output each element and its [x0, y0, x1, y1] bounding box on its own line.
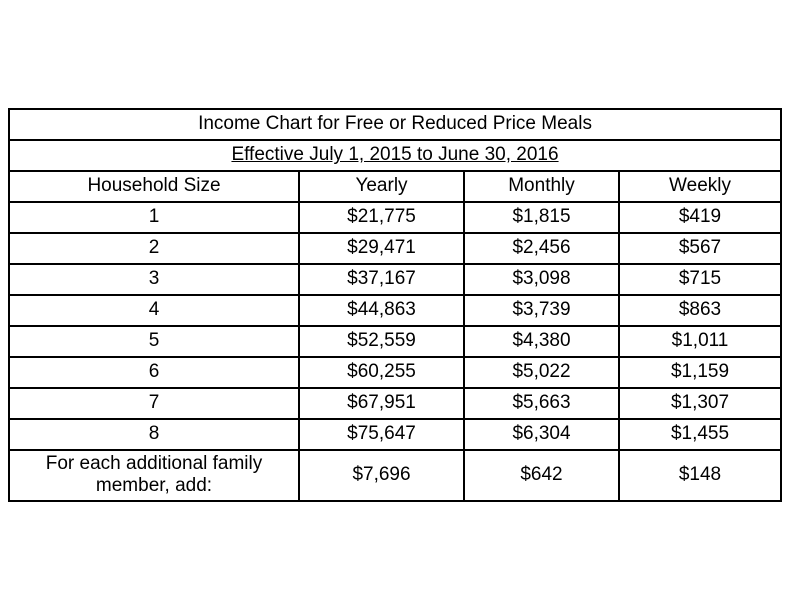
weekly-cell: $1,011: [619, 326, 781, 357]
table-row: [9, 295, 781, 326]
table-row: [9, 264, 781, 295]
household-size-cell: For each additional family member, add:: [9, 450, 299, 501]
weekly-cell: $1,159: [619, 357, 781, 388]
monthly-cell: $5,022: [464, 357, 619, 388]
weekly-cell: $567: [619, 233, 781, 264]
yearly-cell: $21,775: [299, 202, 464, 233]
monthly-cell: $3,739: [464, 295, 619, 326]
weekly-cell: $148: [619, 450, 781, 501]
yearly-cell: $7,696: [299, 450, 464, 501]
table-row: [9, 419, 781, 450]
income-table: [8, 108, 782, 502]
weekly-cell: $1,455: [619, 419, 781, 450]
monthly-cell: $3,098: [464, 264, 619, 295]
yearly-cell: $37,167: [299, 264, 464, 295]
table-subtitle-row: [9, 140, 781, 171]
monthly-cell: $4,380: [464, 326, 619, 357]
table-row-additional-member: [9, 450, 781, 501]
yearly-cell: $60,255: [299, 357, 464, 388]
effective-dates-text: Effective July 1, 2015 to June 30, 2016: [231, 144, 559, 166]
column-header-household-size: Household Size: [9, 171, 299, 202]
monthly-cell: $642: [464, 450, 619, 501]
weekly-cell: $419: [619, 202, 781, 233]
column-header-weekly: Weekly: [619, 171, 781, 202]
yearly-cell: $75,647: [299, 419, 464, 450]
table-row: [9, 388, 781, 419]
household-size-cell: 5: [9, 326, 299, 357]
household-size-cell: 4: [9, 295, 299, 326]
weekly-cell: $1,307: [619, 388, 781, 419]
yearly-cell: $44,863: [299, 295, 464, 326]
weekly-cell: $715: [619, 264, 781, 295]
column-header-yearly: Yearly: [299, 171, 464, 202]
weekly-cell: $863: [619, 295, 781, 326]
table-title: Income Chart for Free or Reduced Price Meals: [9, 109, 781, 140]
table-title-row: [9, 109, 781, 140]
household-size-cell: 2: [9, 233, 299, 264]
column-header-monthly: Monthly: [464, 171, 619, 202]
table-header-row: [9, 171, 781, 202]
household-size-cell: 7: [9, 388, 299, 419]
table-row: [9, 233, 781, 264]
table-row: [9, 202, 781, 233]
monthly-cell: $2,456: [464, 233, 619, 264]
monthly-cell: $5,663: [464, 388, 619, 419]
yearly-cell: $67,951: [299, 388, 464, 419]
yearly-cell: $29,471: [299, 233, 464, 264]
household-size-cell: 6: [9, 357, 299, 388]
household-size-cell: 1: [9, 202, 299, 233]
table-row: [9, 357, 781, 388]
monthly-cell: $6,304: [464, 419, 619, 450]
table-row: [9, 326, 781, 357]
income-table-container: [8, 108, 782, 502]
monthly-cell: $1,815: [464, 202, 619, 233]
household-size-cell: 8: [9, 419, 299, 450]
yearly-cell: $52,559: [299, 326, 464, 357]
table-subtitle: [9, 140, 781, 171]
household-size-cell: 3: [9, 264, 299, 295]
